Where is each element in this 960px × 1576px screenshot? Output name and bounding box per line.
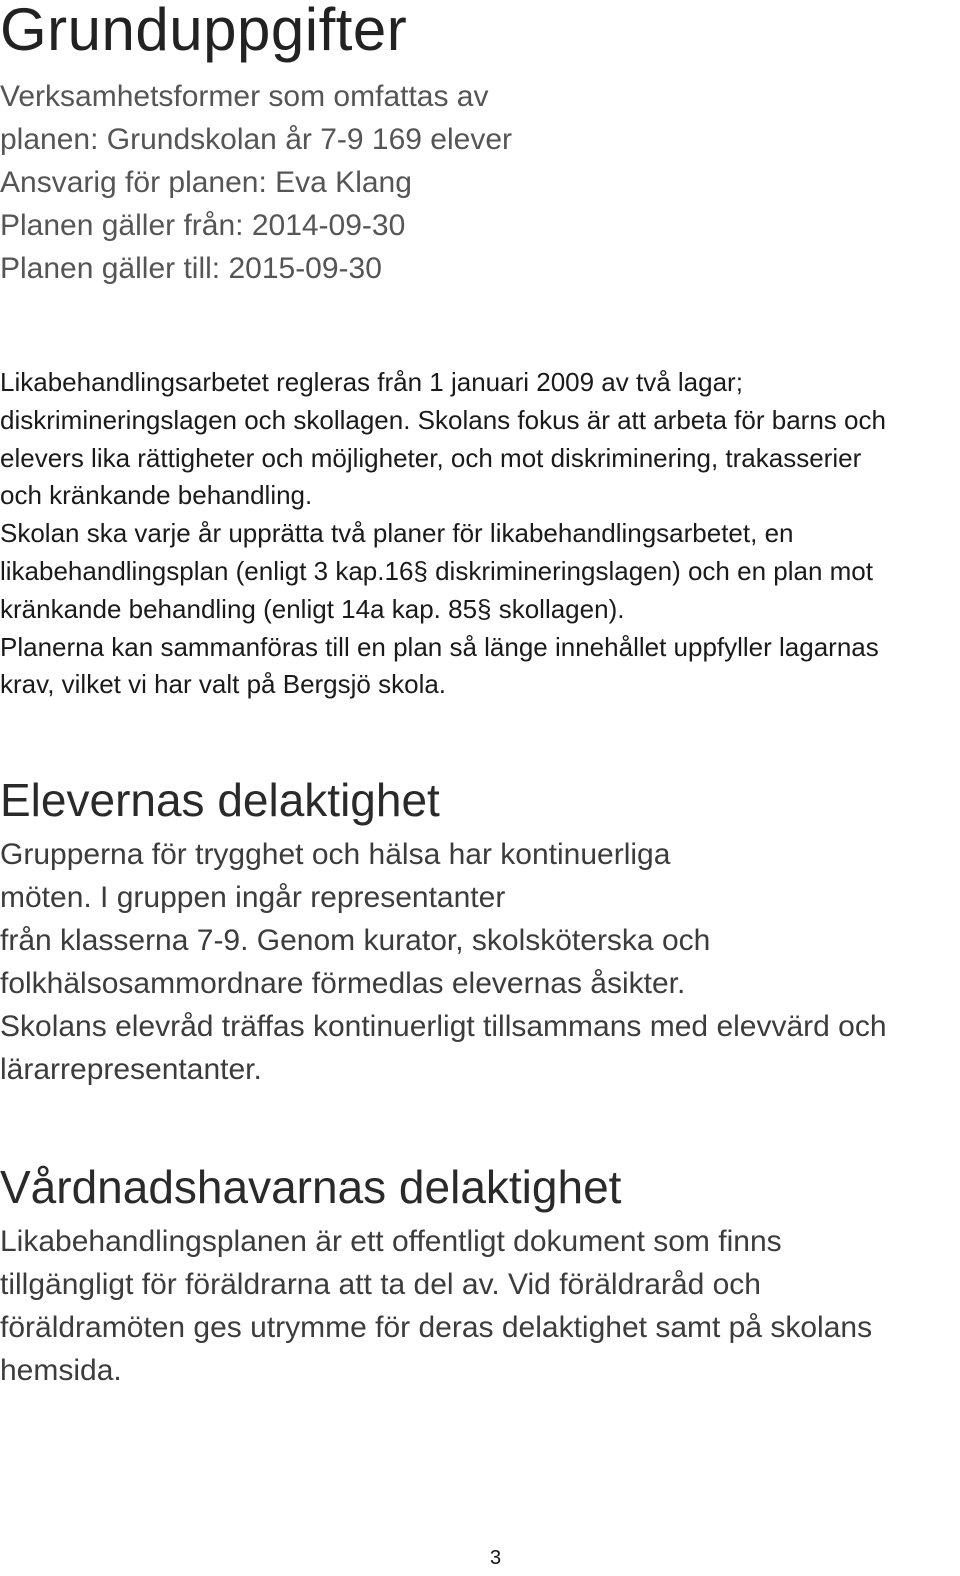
intro-line: och kränkande behandling. [0, 480, 313, 511]
guardians-line: Likabehandlingsplanen är ett offentligt dokument som finns [0, 1225, 782, 1258]
guardians-line: föräldramöten ges utrymme för deras delaktighet samt på skolans [0, 1311, 873, 1344]
meta-line-scope-1: Verksamhetsformer som omfattas av [0, 80, 489, 113]
students-line: folkhälsosammordnare förmedlas elevernas åsikter. [0, 967, 686, 1000]
section-heading-students: Elevernas delaktighet [0, 774, 440, 826]
section-heading-guardians: Vårdnadshavarnas delaktighet [0, 1161, 622, 1213]
meta-line-responsible: Ansvarig för planen: Eva Klang [0, 166, 412, 199]
students-line: Skolans elevråd träffas kontinuerligt tillsammans med elevvärd och [0, 1010, 887, 1043]
guardians-line: tillgängligt för föräldrarna att ta del av. Vid föräldraråd och [0, 1268, 761, 1301]
students-paragraph [0, 833, 887, 1091]
intro-line: diskrimineringslagen och skollagen. Skolans fokus är att arbeta för barns och [0, 404, 886, 435]
intro-paragraph [0, 364, 960, 704]
page-title: Grunduppgifter [0, 0, 408, 63]
intro-line: elevers lika rättigheter och möjligheter, och mot diskriminering, trakasserier [0, 442, 862, 473]
students-line: möten. I gruppen ingår representanter [0, 881, 506, 914]
intro-line: kränkande behandling (enligt 14a kap. 85§ skollagen). [0, 593, 625, 624]
students-line: från klasserna 7-9. Genom kurator, skolsköterska och [0, 924, 711, 957]
intro-line: Likabehandlingsarbetet regleras från 1 januari 2009 av två lagar; [0, 367, 743, 397]
page-number: 3 [490, 1547, 502, 1569]
students-line: Grupperna för trygghet och hälsa har kontinuerliga [0, 838, 671, 871]
intro-line: krav, vilket vi har valt på Bergsjö skola. [0, 669, 447, 700]
intro-line: Planerna kan sammanföras till en plan så länge innehållet uppfyller lagarnas [0, 631, 879, 662]
plan-metadata [0, 75, 512, 290]
intro-line: Skolan ska varje år upprätta två planer för likabehandlingsarbetet, en [0, 518, 794, 549]
meta-line-valid-to: Planen gäller till: 2015-09-30 [0, 252, 382, 285]
guardians-line: hemsida. [0, 1354, 122, 1387]
intro-line: likabehandlingsplan (enligt 3 kap.16§ diskrimineringslagen) och en plan mot [0, 555, 873, 586]
guardians-paragraph [0, 1220, 872, 1392]
meta-line-valid-from: Planen gäller från: 2014-09-30 [0, 209, 406, 242]
students-line: lärarrepresentanter. [0, 1053, 262, 1086]
meta-line-scope-2: planen: Grundskolan år 7-9 169 elever [0, 123, 512, 156]
